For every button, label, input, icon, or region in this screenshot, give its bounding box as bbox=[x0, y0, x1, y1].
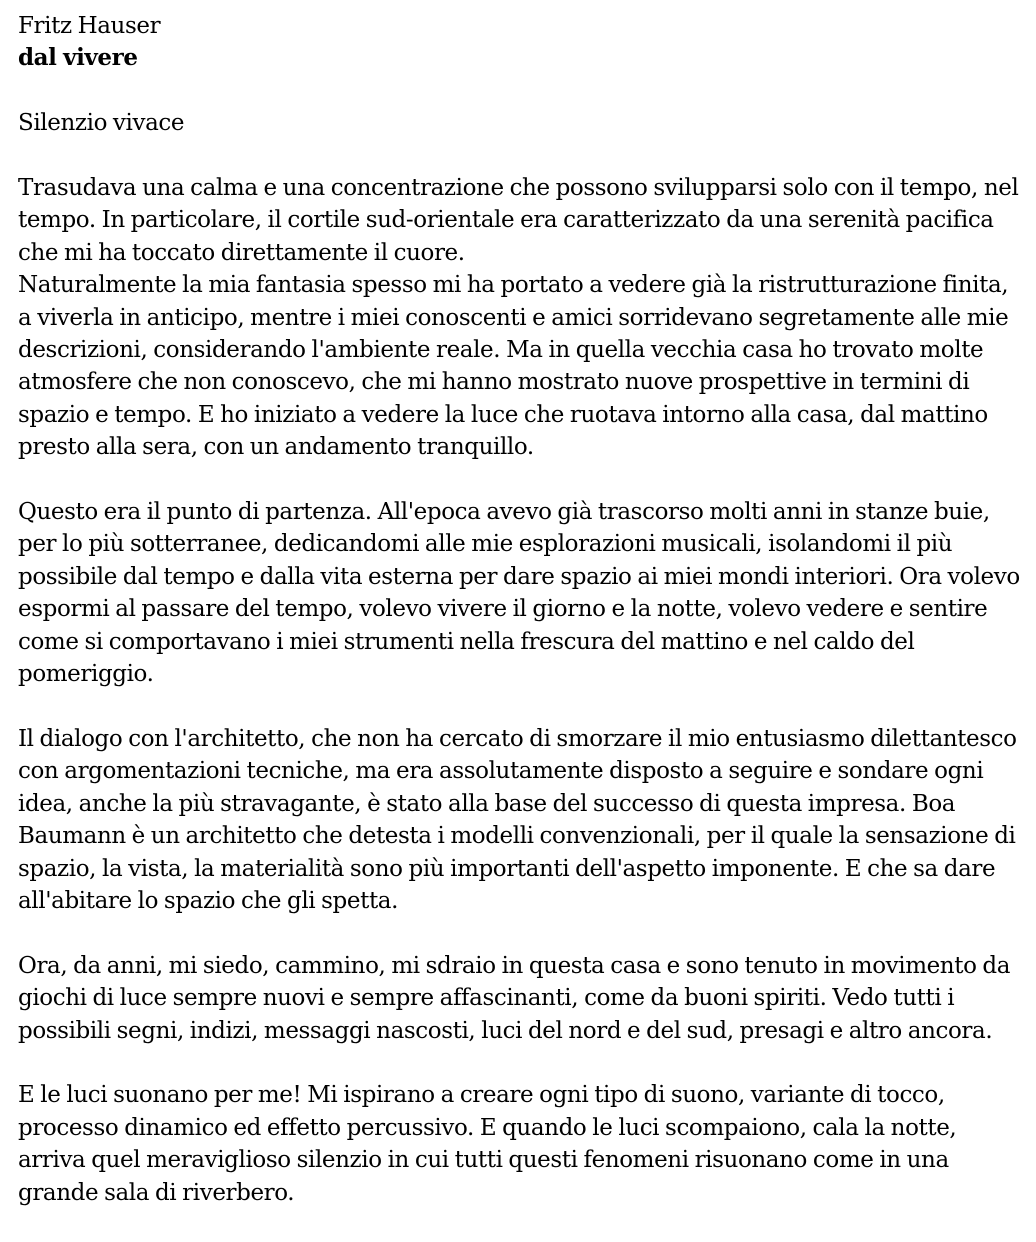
document-subtitle: Silenzio vivace bbox=[18, 110, 185, 137]
paragraph-text: Naturalmente la mia fantasia spesso mi ha portato a vedere già la ristrutturazione finita, a viverla in anticipo, mentre i miei conoscenti e amici sorridevano segretamente alle mie descrizioni, considerando l'ambiente reale. Ma in quella vecchia casa ho trovato molte atmosfere che non conoscevo, che mi hanno mostrato nuove prospettive in termini di spazio e tempo. E ho iniziato a vedere la luce che ruotava intorno alla casa, dal mattino presto alla sera, con un andamento tranquillo. bbox=[18, 272, 1009, 461]
paragraph bbox=[18, 950, 1020, 1047]
document-title: dal vivere bbox=[18, 44, 138, 72]
paragraph bbox=[18, 496, 1020, 690]
paragraph-text: Ora, da anni, mi siedo, cammino, mi sdraio in questa casa e sono tenuto in movimento da giochi di luce sempre nuovi e sempre affascinanti, come da buoni spiriti. Vedo tutti i possibili segni, indizi, messaggi nascosti, luci del nord e del sud, presagi e altro ancora. bbox=[18, 952, 1011, 1044]
document-header bbox=[18, 10, 1020, 75]
paragraph bbox=[18, 1079, 1020, 1209]
paragraph bbox=[18, 172, 1020, 464]
author-name: Fritz Hauser bbox=[18, 13, 161, 39]
paragraph-text: Questo era il punto di partenza. All'epoca avevo già trascorso molti anni in stanze buie, per lo più sotterranee, dedicandomi alle mie esplorazioni musicali, isolandomi il più possibile dal tempo e dalla vita esterna per dare spazio ai miei mondi interiori. Ora volevo espormi al passare del tempo, volevo vivere il giorno e la notte, volevo vedere e sentire come si comportavano i miei strumenti nella frescura del mattino e nel caldo del pomeriggio. bbox=[18, 499, 1020, 688]
paragraph-text: Il dialogo con l'architetto, che non ha cercato di smorzare il mio entusiasmo dilettantesco con argomentazioni tecniche, ma era assolutamente disposto a seguire e sondare ogni idea, anche la più stravagante, è stato alla base del successo di questa impresa. Boa Baumann è un architetto che detesta i modelli convenzionali, per il quale la sensazione di spazio, la vista, la materialità sono più importanti dell'aspetto imponente. E che sa dare all'abitare lo spazio che gli spetta. bbox=[18, 725, 1017, 914]
paragraph bbox=[18, 723, 1020, 917]
paragraph-text: E le luci suonano per me! Mi ispirano a creare ogni tipo di suono, variante di tocco, processo dinamico ed effetto percussivo. E quando le luci scompaiono, cala la notte, arriva quel meraviglioso silenzio in cui tutti questi fenomeni risuonano come in una grande sala di riverbero. bbox=[18, 1082, 957, 1206]
paragraph-text: Trasudava una calma e una concentrazione che possono svilupparsi solo con il tempo, nel tempo. In particolare, il cortile sud-orientale era caratterizzato da una serenità pacifica che mi ha toccato direttamente il cuore. bbox=[18, 175, 1019, 266]
